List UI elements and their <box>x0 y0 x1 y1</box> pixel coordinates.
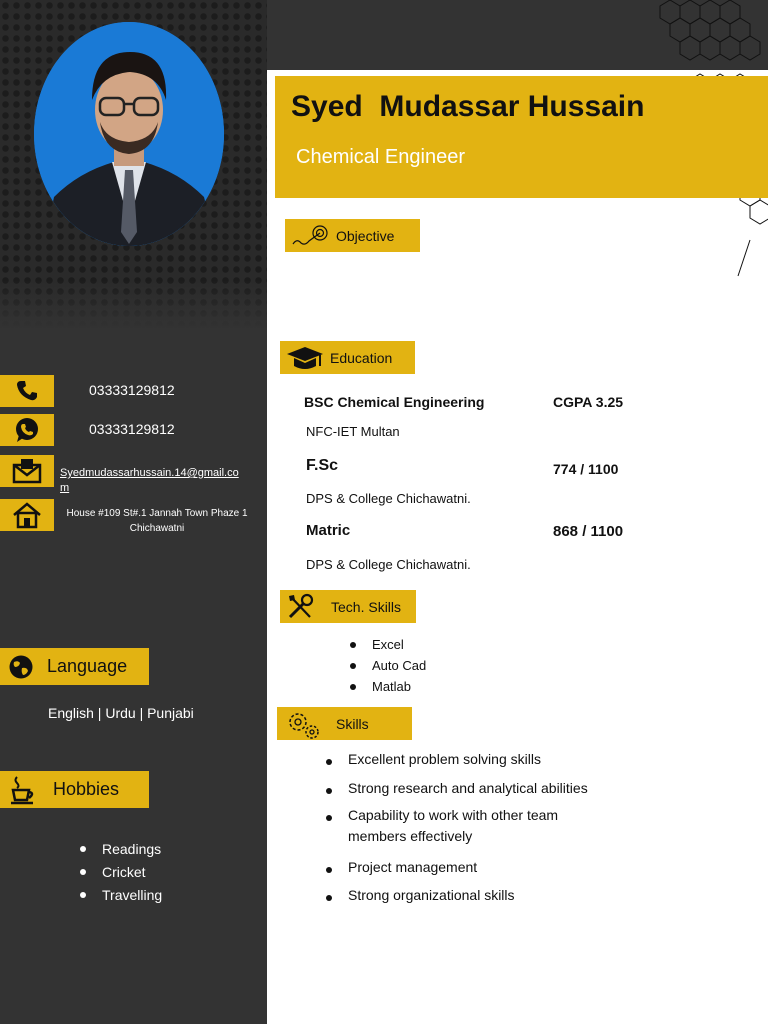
tech-skills-section-header <box>280 590 416 623</box>
list-item: Excel <box>350 634 426 655</box>
full-name: Syed Mudassar Hussain <box>291 90 645 123</box>
address-line-1: House #109 St#.1 Jannah Town Phaze 1 <box>66 508 248 519</box>
tech-skills-label: Tech. Skills <box>331 598 402 615</box>
tech-skills-list <box>350 634 426 697</box>
language-section-header <box>0 648 149 685</box>
list-item: Travelling <box>80 884 162 907</box>
education-institute: DPS & College Chichawatni. <box>306 491 471 506</box>
whatsapp-number[interactable]: 03333129812 <box>89 421 175 437</box>
list-item: Project management <box>326 859 515 887</box>
hobbies-label: Hobbies <box>53 779 120 799</box>
list-item: Capability to work with other team <box>326 807 588 827</box>
education-degree: BSC Chemical Engineering <box>304 394 485 410</box>
list-item: Auto Cad <box>350 655 426 676</box>
coffee-cup-icon <box>9 775 37 805</box>
email-link[interactable]: Syedmudassarhussain.14@gmail.com <box>60 467 239 494</box>
home-icon <box>12 501 42 529</box>
list-item: Strong organizational skills <box>326 887 515 903</box>
language-label: Language <box>47 656 128 676</box>
education-section-header <box>280 341 415 374</box>
address <box>56 506 258 536</box>
skills-section-header <box>277 707 412 740</box>
gears-icon <box>283 710 323 742</box>
whatsapp-icon <box>13 416 41 444</box>
education-institute: NFC-IET Multan <box>306 424 400 439</box>
address-line-2: Chichawatni <box>129 523 185 534</box>
target-signature-icon <box>291 222 331 248</box>
education-label: Education <box>330 349 393 366</box>
education-degree: F.Sc <box>306 457 339 474</box>
phone-number[interactable]: 03333129812 <box>89 382 175 398</box>
phone-icon <box>15 379 39 403</box>
job-title: Chemical Engineer <box>296 146 465 168</box>
skills-list <box>326 751 588 827</box>
name-banner <box>275 76 768 198</box>
objective-label: Objective <box>336 227 395 244</box>
languages-list: English | Urdu | Punjabi <box>48 705 194 721</box>
list-item: Strong research and analytical abilities <box>326 780 588 807</box>
skills-label: Skills <box>336 715 369 732</box>
education-score: 774 / 1100 <box>553 461 619 477</box>
education-degree: Matric <box>306 522 351 539</box>
list-item: Matlab <box>350 676 426 697</box>
list-item: Cricket <box>80 861 162 884</box>
objective-section-header <box>285 219 420 252</box>
education-institute: DPS & College Chichawatni. <box>306 557 471 572</box>
education-score: CGPA 3.25 <box>553 394 624 410</box>
hobbies-list <box>80 838 162 907</box>
phone-icon-box <box>0 375 54 407</box>
left-sidebar <box>0 0 267 1024</box>
hobbies-section-header <box>0 771 149 808</box>
list-item: Excellent problem solving skills <box>326 751 588 780</box>
email-icon-box <box>0 455 54 487</box>
whatsapp-icon-box <box>0 414 54 446</box>
tools-icon <box>286 593 314 621</box>
profile-photo <box>34 22 224 246</box>
graduation-cap-icon <box>286 344 324 372</box>
skills-list-continued <box>326 859 515 903</box>
education-score: 868 / 1100 <box>553 523 624 540</box>
home-icon-box <box>0 499 54 531</box>
skills-continuation: members effectively <box>348 828 473 844</box>
globe-icon <box>8 654 34 680</box>
list-item: Readings <box>80 838 162 861</box>
envelope-icon <box>12 458 42 484</box>
